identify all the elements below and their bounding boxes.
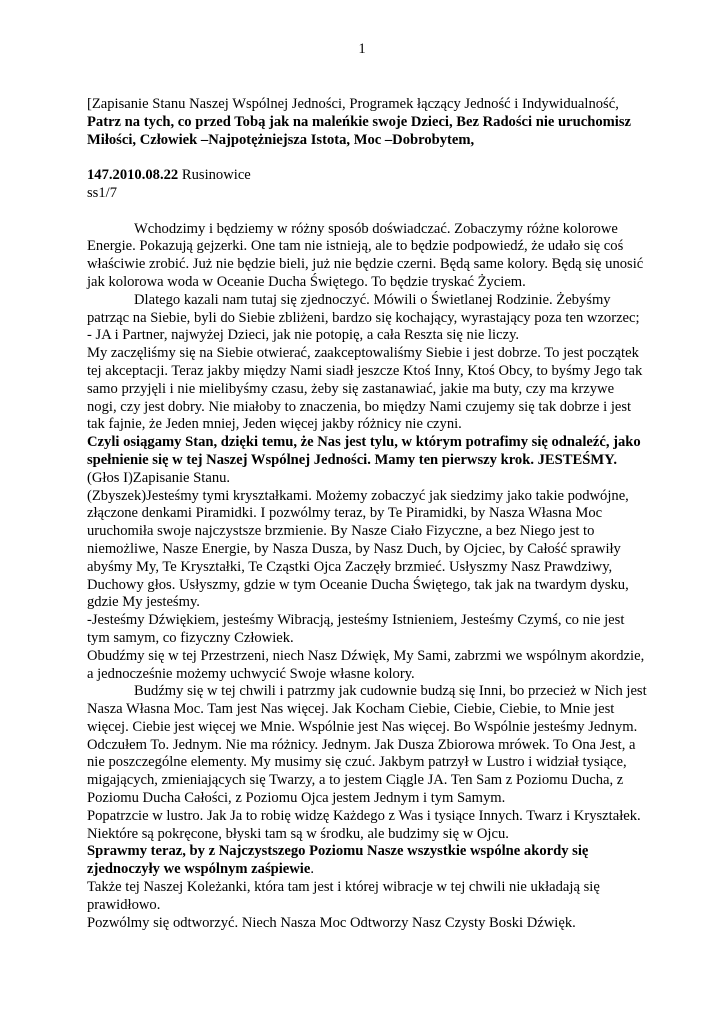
paragraph: Odczułem To. Jednym. Nie ma różnicy. Jednym. Jak Dusza Zbiorowa mrówek. To Ona Jest, a nie poszczególne elementy. My musimy się czuć. Jakbym patrzył w Lustro i widział tysiące, migających, zmieniających się Twarzy, a to jestem Ciągle JA. Ten Sam z Poziomu Ducha, z Poziomu Ducha Całości, z Poziomu Ojca jestem Jednym i tym Samym. [87,736,636,807]
paragraph-bold [87,434,647,470]
spacer [87,149,647,167]
paragraph: My zaczęliśmy się na Siebie otwierać, zaakceptowaliśmy Siebie i jest dobrze. To jest początek tej akceptacji. Teraz jakby między Nami siadł jeszcze Ktoś Inny, Ktoś Obcy, to byśmy Jego tak samo przyjęli i nie mielibyśmy czasu, żeby się zastanawiać, jakie ma buty, czy ma krzywe nogi, czy jest dobry. Nie miałoby to znaczenia, bo między Nami czujemy się tak dobrze i jest tak fajnie, że Jeden mniej, Jeden więcej jakby różnicy nie czyni. [87,345,643,433]
meta-line [87,167,647,185]
paragraph: Popatrzcie w lustro. Jak Ja to robię widzę Każdego z Was i tysiące Innych. Twarz i Kryształek. Niektóre są pokręcone, błyski tam są w środku, ale budzimy się w Ojcu. [87,807,641,842]
paragraph-tail: . [310,861,314,878]
meta-place: Rusinowice [178,167,251,184]
paragraph: (Głos I)Zapisanie Stanu. [87,469,231,486]
meta-date: 147.2010.08.22 [87,167,179,184]
spacer [87,203,647,221]
page-number: 1 [358,41,366,57]
paragraph: Także tej Naszej Koleżanki, która tam jest i której wibracje w tej chwili nie układają się prawidłowo. [87,879,600,913]
header-line: [Zapisanie Stanu Naszej Wspólnej Jedności, Programek łączący Jedność i Indywidualność, [87,96,619,112]
bold-text: Czyli osiągamy Stan, dzięki temu, że Nas jest tylu, w którym potrafimy się odnaleźć, jako spełnienie się w tej Naszej Wspólnej Jedności. Mamy ten pierwszy krok. JESTEŚMY. [87,434,641,468]
bold-text: Sprawmy teraz, by z Najczystszego Poziomu Nasze wszystkie wspólne akordy się zjednoczyły we wspólnym zaśpiewie [87,843,589,878]
paragraph: (Zbyszek)Jesteśmy tymi kryształkami. Możemy zobaczyć jak siedzimy jako takie podwójne, złączone denkami Piramidki. I pozwólmy teraz, by Te Piramidki, by Nasza Własna Moc uruchomiła swoje najczystsze brzmienie. By Nasze Ciało Fizyczne, a bez Niego jest to niemożliwe, Nasze Energie, by Nasza Dusza, by Nasz Duch, by Ojciec, by Całość sprawiły abyśmy My, Te Kryształki, Te Cząstki Ojca Zaczęły brzmieć. Usłyszmy Nasz Prawdziwy, Duchowy głos. Usłyszmy, gdzie w tym Oceanie Ducha Świętego, tak jak na twardym dysku, gdzie My jesteśmy. [87,487,629,611]
paragraph-mixed [87,843,647,879]
paragraph: Dlatego kazali nam tutaj się zjednoczyć. Mówili o Świetlanej Rodzinie. Żebyśmy patrząc na Siebie, byli do Siebie zbliżeni, bardzo się kochający, wyrastający poza ten wzorzec; - JA i Partner, najwyżej Dzieci, jak nie potopię, a cała Reszta się nie liczy. [87,291,640,344]
paragraph: -Jesteśmy Dźwiękiem, jesteśmy Wibracją, jesteśmy Istnieniem, Jesteśmy Czymś, co nie jest tym samym, co fizyczny Człowiek. [87,612,625,646]
header-block [87,96,647,149]
paragraph: Budźmy się w tej chwili i patrzmy jak cudownie budzą się Inni, bo przecież w Nich jest Nasza Własna Moc. Tam jest Nas więcej. Jak Kocham Ciebie, Ciebie, Ciebie, to Mnie jest więcej. Ciebie jest więcej we Mnie. Wspólnie jest Nas więcej. Bo Wspólnie jesteśmy Jednym. [87,683,647,735]
header-subtitle: Patrz na tych, co przed Tobą jak na maleńkie swoje Dzieci, Bez Radości nie uruchomisz Miłości, Człowiek –Najpotężniejsza Istota, Moc –Dobrobytem, [87,113,631,148]
meta-ref: ss1/7 [87,184,118,201]
document-body [87,96,647,932]
paragraph: Obudźmy się w tej Przestrzeni, niech Nasz Dźwięk, My Sami, zabrzmi we wspólnym akordzie, a jednocześnie możemy uchwycić Swoje własne kolory. [87,647,645,682]
paragraph: Wchodzimy i będziemy w różny sposób doświadczać. Zobaczymy różne kolorowe Energie. Pokazują gejzerki. One tam nie istnieją, ale to będzie podpowiedź, że udało się coś właściwie zrobić. Już nie będzie bieli, już nie będzie czerni. Będą same kolory. Będą się unosić jak kolorowa woda w Oceanie Ducha Świętego. To będzie tryskać Życiem. [87,220,644,290]
paragraph: Pozwólmy się odtworzyć. Niech Nasza Moc Odtworzy Nasz Czysty Boski Dźwięk. [87,914,576,931]
